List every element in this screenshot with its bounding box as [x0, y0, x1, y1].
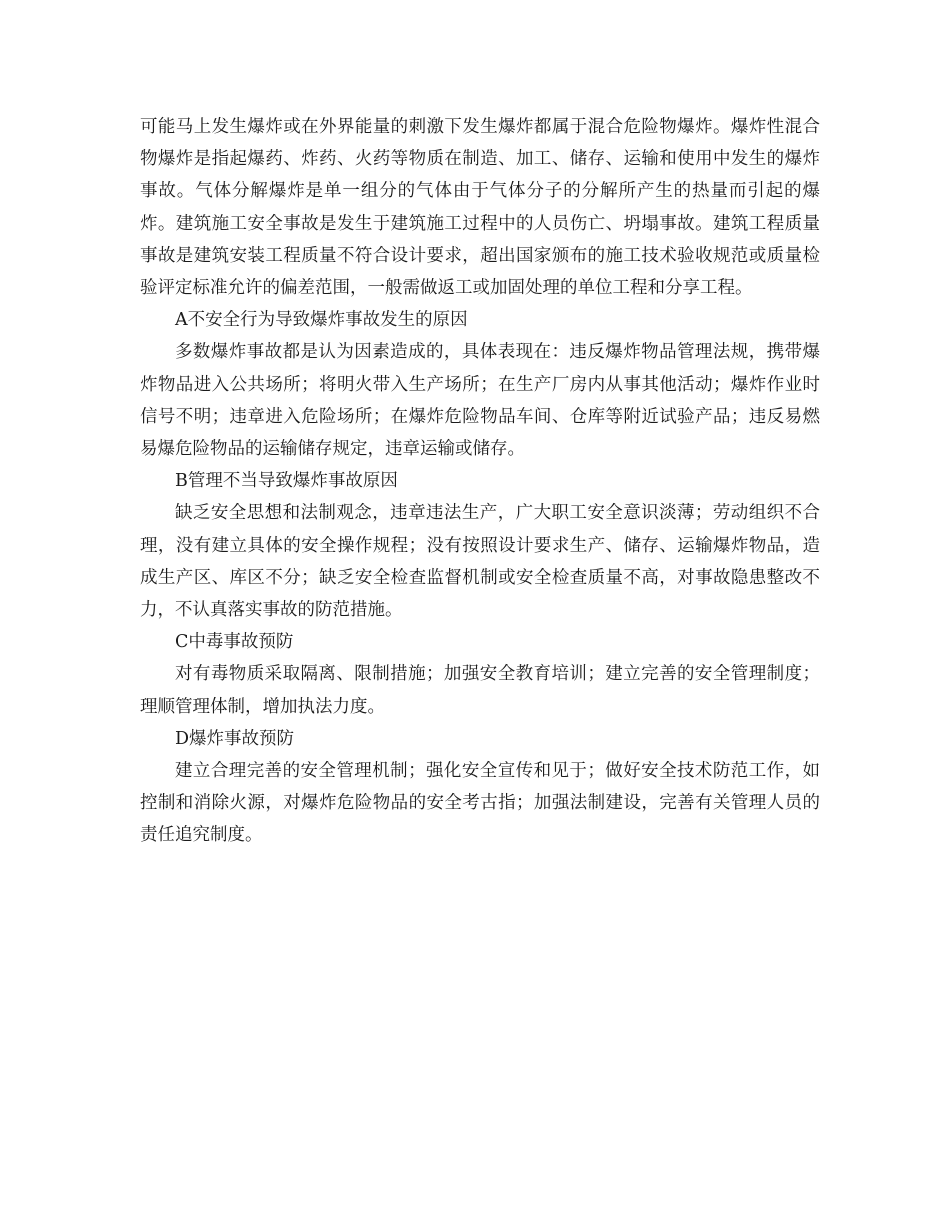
paragraph-continuation: 可能马上发生爆炸或在外界能量的刺激下发生爆炸都属于混合危险物爆炸。爆炸性混合物爆炸是指起爆药、炸药、火药等物质在制造、加工、储存、运输和使用中发生的爆炸事故。气体分解爆炸是单一组分的气体由于气体分子的分解所产生的热量而引起的爆炸。建筑施工安全事故是发生于建筑施工过程中的人员伤亡、坍塌事故。建筑工程质量事故是建筑安装工程质量不符合设计要求，超出国家颁布的施工技术验收规范或质量检验评定标准允许的偏差范围，一般需做返工或加固处理的单位工程和分享工程。: [140, 117, 820, 299]
paragraph-unsafe-behavior: 多数爆炸事故都是认为因素造成的，具体表现在：违反爆炸物品管理法规，携带爆炸物品进入公共场所；将明火带入生产场所；在生产厂房内从事其他活动；爆炸作业时信号不明；违章进入危险场所；在爆炸危险物品车间、仓库等附近试验产品；违反易燃易爆危险物品的运输储存规定，违章运输或储存。: [140, 342, 820, 460]
section-heading-d: D爆炸事故预防: [175, 728, 295, 749]
section-heading-c: C中毒事故预防: [175, 632, 294, 653]
paragraph-management: 缺乏安全思想和法制观念，违章违法生产，广大职工安全意识淡薄；劳动组织不合理，没有建立具体的安全操作规程；没有按照设计要求生产、储存、运输爆炸物品，造成生产区、库区不分；缺乏安全检查监督机制或安全检查质量不高，对事故隐患整改不力，不认真落实事故的防范措施。: [140, 503, 820, 621]
section-heading-a: A不安全行为导致爆炸事故发生的原因: [175, 310, 468, 331]
section-heading-b: B管理不当导致爆炸事故原因: [175, 471, 398, 492]
document-body: [140, 111, 820, 852]
paragraph-poisoning-prevention: 对有毒物质采取隔离、限制措施；加强安全教育培训；建立完善的安全管理制度；理顺管理体制，增加执法力度。: [140, 664, 820, 717]
paragraph-explosion-prevention: 建立合理完善的安全管理机制；强化安全宣传和见于；做好安全技术防范工作，如控制和消除火源，对爆炸危险物品的安全考古指；加强法制建设，完善有关管理人员的责任追究制度。: [140, 761, 820, 846]
